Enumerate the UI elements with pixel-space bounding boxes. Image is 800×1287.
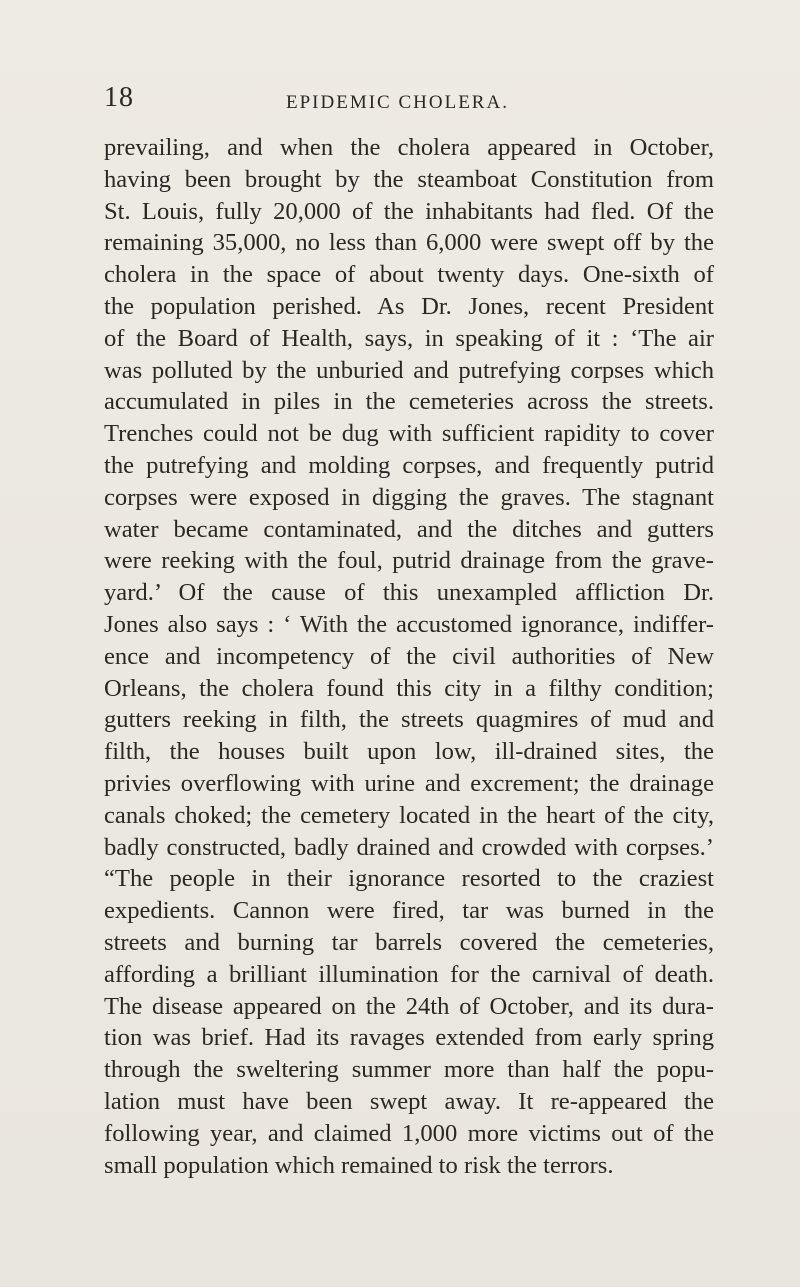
text-line: were reeking with the foul, putrid drainage from the grave-: [104, 547, 714, 575]
text-line: was polluted by the unburied and putrefying corpses which: [104, 356, 714, 384]
text-line: having been brought by the steamboat Constitution from: [104, 165, 714, 193]
text-line: badly constructed, badly drained and crowded with corpses.’: [104, 833, 714, 861]
text-line: affording a brilliant illumination for the carnival of death.: [104, 960, 714, 988]
text-line: cholera in the space of about twenty days. One-sixth of: [104, 261, 714, 289]
text-line: filth, the houses built upon low, ill-drained sites, the: [104, 738, 714, 766]
text-line: canals choked; the cemetery located in the heart of the city,: [104, 801, 714, 829]
text-line: gutters reeking in filth, the streets quagmires of mud and: [104, 706, 714, 734]
text-line: the population perished. As Dr. Jones, recent President: [104, 292, 714, 320]
text-line: tion was brief. Had its ravages extended from early spring: [104, 1024, 714, 1052]
text-line: small population which remained to risk the terrors.: [104, 1151, 614, 1179]
text-line: remaining 35,000, no less than 6,000 were swept off by the: [104, 229, 714, 257]
text-line: prevailing, and when the cholera appeared in October,: [104, 134, 714, 161]
text-line: corpses were exposed in digging the graves. The stagnant: [104, 483, 714, 511]
text-line: following year, and claimed 1,000 more victims out of the: [104, 1119, 714, 1147]
page-number: 18: [104, 82, 134, 113]
text-line: of the Board of Health, says, in speaking of it : ‘The air: [104, 324, 714, 352]
text-line: water became contaminated, and the ditches and gutters: [104, 515, 714, 543]
text-line: streets and burning tar barrels covered the cemeteries,: [104, 928, 714, 956]
text-line: the putrefying and molding corpses, and frequently putrid: [104, 451, 714, 479]
body-text: [104, 132, 714, 1181]
running-head: EPIDEMIC CHOLERA.: [286, 92, 509, 113]
text-line: Jones also says : ‘ With the accustomed ignorance, indiffer-: [104, 610, 714, 638]
text-line: Orleans, the cholera found this city in a filthy condition;: [104, 674, 714, 702]
text-line: privies overflowing with urine and excrement; the drainage: [104, 769, 714, 797]
text-line: through the sweltering summer more than half the popu-: [104, 1056, 714, 1084]
text-line: St. Louis, fully 20,000 of the inhabitants had fled. Of the: [104, 197, 714, 225]
text-line: accumulated in piles in the cemeteries across the streets.: [104, 388, 714, 416]
text-line: expedients. Cannon were fired, tar was burned in the: [104, 897, 714, 925]
page-header: [0, 82, 800, 122]
text-line: The disease appeared on the 24th of October, and its dura-: [104, 992, 714, 1020]
text-line: lation must have been swept away. It re-appeared the: [104, 1087, 714, 1115]
text-line: “The people in their ignorance resorted to the craziest: [104, 865, 714, 893]
text-line: ence and incompetency of the civil authorities of New: [104, 642, 714, 670]
text-line: yard.’ Of the cause of this unexampled affliction Dr.: [104, 579, 714, 607]
text-line: Trenches could not be dug with sufficient rapidity to cover: [104, 420, 714, 448]
